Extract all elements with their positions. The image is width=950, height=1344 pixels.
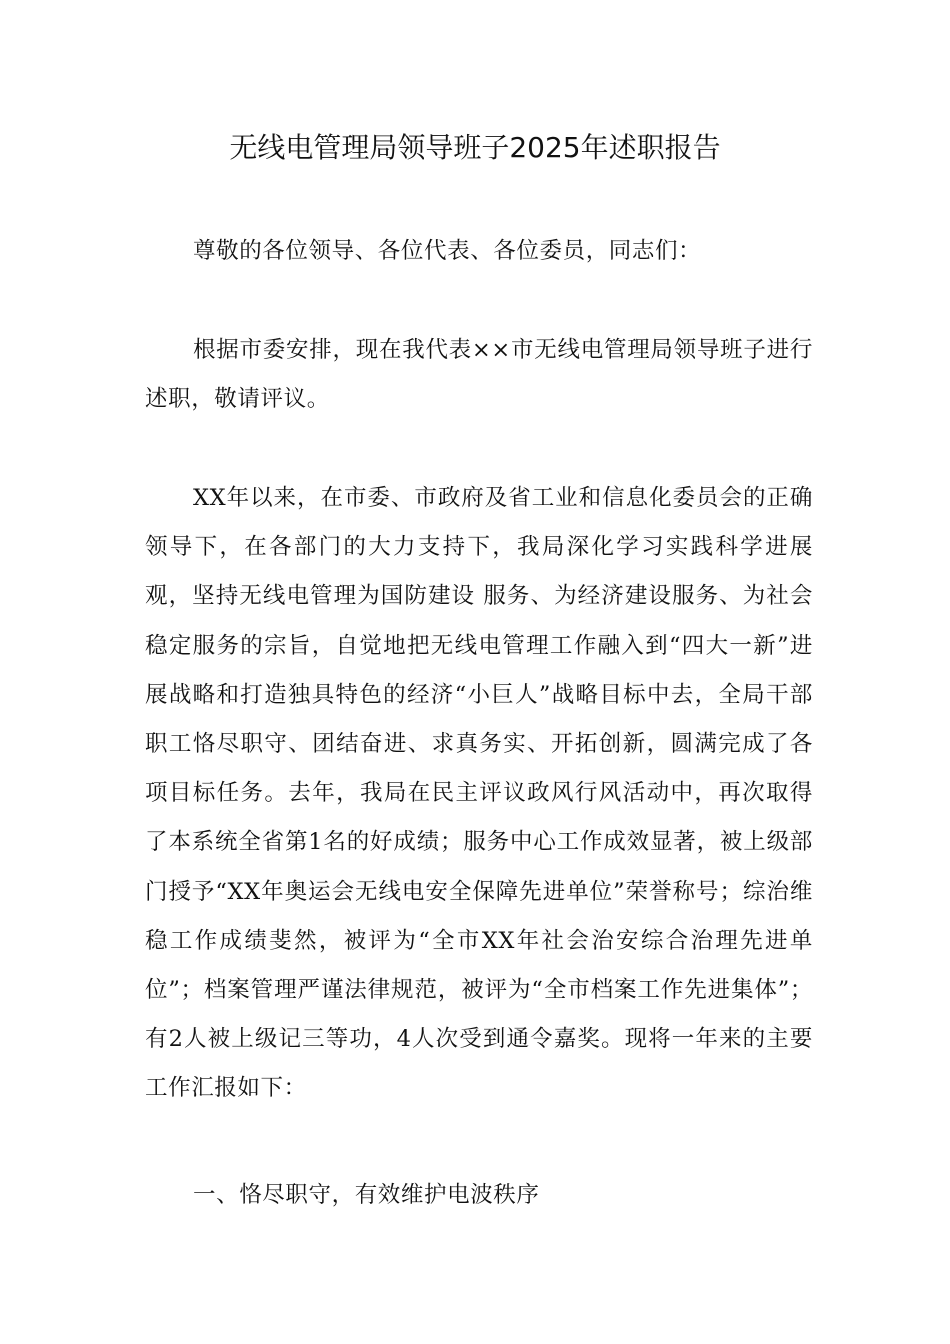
document-title: 无线电管理局领导班子2025年述职报告 bbox=[229, 131, 721, 164]
body-paragraph: XX年以来，在市委、市政府及省工业和信息化委员会的正确领导下，在各部门的大力支持下，我局深化学习实践科学进展观，坚持无线电管理为国防建设 服务、为经济建设服务、为社会稳定服务的宗旨，自觉地把无线电管理工作融入到“四大一新”进展战略和打造独具特色的经济“小巨人”战略目标中去，全局干部职工恪尽职守、团结奋进、求真务实、开拓创新，圆满完成了各项目标任务。去年，我局在民主评议政风行风活动中，再次取得了本系统全省第1名的好成绩；服务中心工作成效显著，被上级部门授予“XX年奥运会无线电安全保障先进单位”荣誉称号；综治维稳工作成绩斐然，被评为“全市XX年社会治安综合治理先进单位”；档案管理严谨法律规范，被评为“全市档案工作先进集体”；有2人被上级记三等功，4人次受到通令嘉奖。现将一年来的主要工作汇报如下： bbox=[145, 485, 813, 1102]
greeting-paragraph: 尊敬的各位领导、各位代表、各位委员，同志们： bbox=[193, 238, 702, 264]
section-heading: 一、恪尽职守，有效维护电波秩序 bbox=[193, 1182, 540, 1208]
intro-paragraph: 根据市委安排，现在我代表××市无线电管理局领导班子进行述职，敬请评议。 bbox=[145, 337, 813, 413]
